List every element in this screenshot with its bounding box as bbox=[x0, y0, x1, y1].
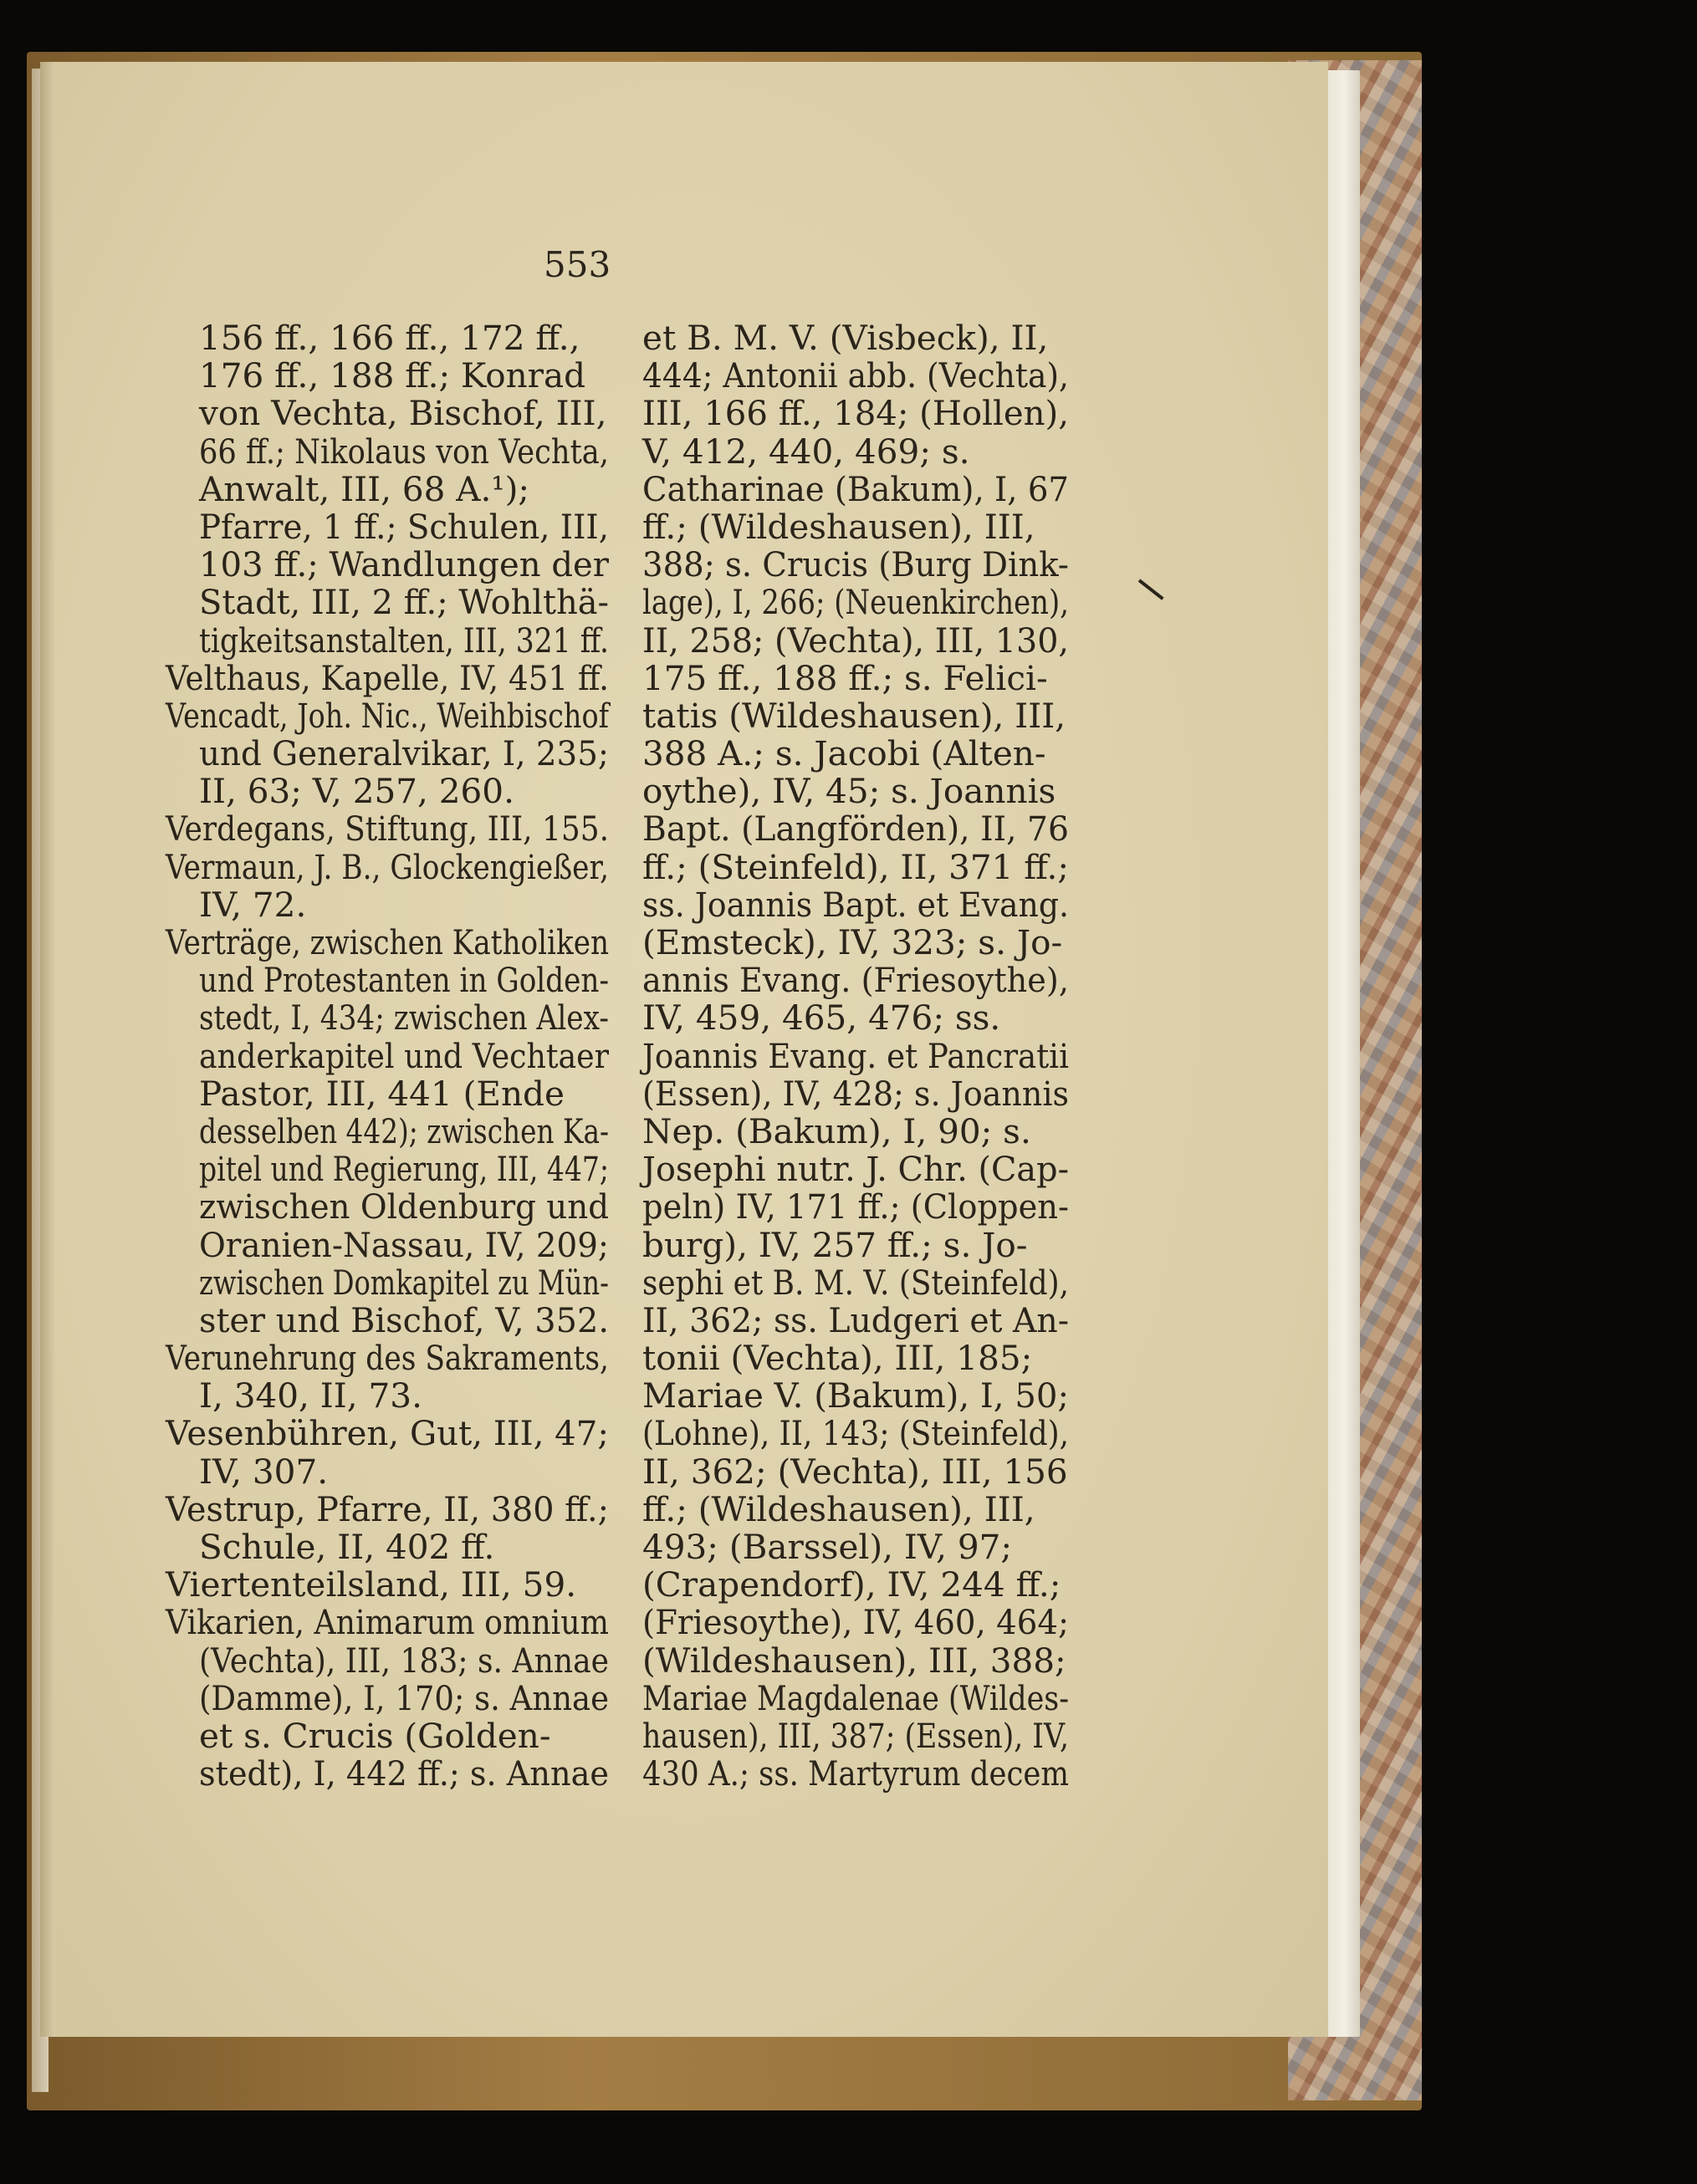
index-line: Pastor, III, 441 (Ende bbox=[199, 1073, 565, 1114]
index-line: von Vechta, Bischof, III, bbox=[199, 393, 607, 434]
index-line: 493; (Barssel), IV, 97; bbox=[642, 1527, 1013, 1567]
index-line: ster und Bischof, V, 352. bbox=[199, 1299, 609, 1340]
page-number: 553 bbox=[544, 244, 611, 285]
index-line: IV, 459, 465, 476; ss. bbox=[642, 998, 1001, 1038]
index-line: stedt, I, 434; zwischen Alex- bbox=[199, 998, 610, 1038]
index-line: Vermaun, J. B., Glockengießer, bbox=[166, 846, 610, 887]
page-gutter bbox=[40, 62, 55, 2037]
index-line: anderkapitel und Vechtaer bbox=[199, 1035, 610, 1076]
index-line: ff.; (Steinfeld), II, 371 ff.; bbox=[642, 846, 1069, 887]
index-line: pitel und Regierung, III, 447; bbox=[199, 1149, 609, 1190]
index-line: Schule, II, 402 ff. bbox=[199, 1527, 495, 1567]
index-line: Vencadt, Joh. Nic., Weihbischof bbox=[166, 695, 609, 736]
index-line: 175 ff., 188 ff.; s. Felici- bbox=[642, 657, 1048, 698]
index-line: (Emsteck), IV, 323; s. Jo- bbox=[642, 922, 1063, 962]
index-line: Viertenteilsland, III, 59. bbox=[166, 1564, 577, 1605]
index-line: Josephi nutr. J. Chr. (Cap- bbox=[642, 1149, 1070, 1190]
index-line: tigkeitsanstalten, III, 321 ff. bbox=[199, 620, 610, 661]
index-line: (Lohne), II, 143; (Steinfeld), bbox=[642, 1413, 1069, 1454]
index-line: hausen), III, 387; (Essen), IV, bbox=[642, 1715, 1069, 1756]
index-line: Vestrup, Pfarre, II, 380 ff.; bbox=[166, 1488, 610, 1529]
index-line: sephi et B. M. V. (Steinfeld), bbox=[642, 1262, 1070, 1303]
index-line: (Vechta), III, 183; s. Annae bbox=[199, 1640, 609, 1681]
index-line: et B. M. V. (Visbeck), II, bbox=[642, 318, 1049, 358]
index-line: ff.; (Wildeshausen), III, bbox=[642, 506, 1035, 547]
index-line: IV, 72. bbox=[199, 884, 307, 925]
index-line: lage), I, 266; (Neuenkirchen), bbox=[642, 582, 1069, 623]
index-line: Pfarre, 1 ff.; Schulen, III, bbox=[199, 506, 610, 547]
index-line: V, 412, 440, 469; s. bbox=[642, 431, 970, 472]
index-line: Joannis Evang. et Pancratii bbox=[642, 1035, 1069, 1076]
index-line: II, 362; ss. Ludgeri et An- bbox=[642, 1299, 1069, 1340]
index-line: II, 258; (Vechta), III, 130, bbox=[642, 620, 1070, 661]
index-line: (Crapendorf), IV, 244 ff.; bbox=[642, 1564, 1061, 1605]
index-line: burg), IV, 257 ff.; s. Jo- bbox=[642, 1224, 1028, 1265]
index-line: Catharinae (Bakum), I, 67 bbox=[642, 468, 1070, 509]
index-line: (Essen), IV, 428; s. Joannis bbox=[642, 1073, 1069, 1114]
index-line: und Generalvikar, I, 235; bbox=[199, 733, 609, 774]
index-line: Vikarien, Animarum omnium bbox=[166, 1602, 609, 1643]
index-line: und Protestanten in Golden- bbox=[199, 960, 610, 1001]
index-line: Vesenbühren, Gut, III, 47; bbox=[166, 1413, 609, 1454]
index-line: III, 166 ff., 184; (Hollen), bbox=[642, 393, 1069, 434]
index-line: Mariae V. (Bakum), I, 50; bbox=[642, 1375, 1069, 1416]
index-line: Nep. (Bakum), I, 90; s. bbox=[642, 1110, 1031, 1151]
index-line: II, 362; (Vechta), III, 156 bbox=[642, 1451, 1068, 1492]
index-line: desselben 442); zwischen Ka- bbox=[199, 1110, 610, 1151]
index-line: Stadt, III, 2 ff.; Wohlthä- bbox=[199, 582, 610, 623]
index-line: Verunehrung des Sakraments, bbox=[166, 1338, 609, 1379]
index-line: (Wildeshausen), III, 388; bbox=[642, 1640, 1066, 1681]
index-line: Velthaus, Kapelle, IV, 451 ff. bbox=[166, 657, 610, 698]
index-line: annis Evang. (Friesoythe), bbox=[642, 960, 1069, 1001]
index-line: ss. Joannis Bapt. et Evang. bbox=[642, 884, 1069, 925]
index-line: 176 ff., 188 ff.; Konrad bbox=[199, 355, 586, 396]
index-column-left bbox=[166, 319, 609, 1793]
index-line: 388; s. Crucis (Burg Dink- bbox=[642, 544, 1069, 585]
index-line: tonii (Vechta), III, 185; bbox=[642, 1338, 1033, 1379]
index-line: et s. Crucis (Golden- bbox=[199, 1715, 551, 1756]
index-line: stedt), I, 442 ff.; s. Annae bbox=[199, 1753, 609, 1794]
index-line: Verdegans, Stiftung, III, 155. bbox=[166, 809, 609, 850]
index-line: Mariae Magdalenae (Wildes- bbox=[642, 1677, 1070, 1718]
index-line: Anwalt, III, 68 A.¹); bbox=[199, 468, 530, 509]
index-line: 444; Antonii abb. (Vechta), bbox=[642, 355, 1070, 396]
index-line: oythe), IV, 45; s. Joannis bbox=[642, 771, 1056, 812]
index-line: IV, 307. bbox=[199, 1451, 329, 1492]
index-line: (Damme), I, 170; s. Annae bbox=[199, 1677, 609, 1718]
index-column-right bbox=[642, 319, 1069, 1793]
index-line: 388 A.; s. Jacobi (Alten- bbox=[642, 733, 1046, 774]
index-line: I, 340, II, 73. bbox=[199, 1375, 422, 1416]
index-line: Verträge, zwischen Katholiken bbox=[166, 922, 609, 962]
index-line: zwischen Domkapitel zu Mün- bbox=[199, 1262, 609, 1303]
index-line: tatis (Wildeshausen), III, bbox=[642, 695, 1066, 736]
index-line: (Friesoythe), IV, 460, 464; bbox=[642, 1602, 1069, 1643]
index-line: Oranien-Nassau, IV, 209; bbox=[199, 1224, 610, 1265]
index-line: 103 ff.; Wandlungen der bbox=[199, 544, 609, 585]
index-line: 430 A.; ss. Martyrum decem bbox=[642, 1753, 1070, 1794]
index-line: Bapt. (Langförden), II, 76 bbox=[642, 809, 1069, 850]
index-line: 66 ff.; Nikolaus von Vechta, bbox=[199, 431, 609, 472]
index-line: ff.; (Wildeshausen), III, bbox=[642, 1488, 1035, 1529]
index-line: zwischen Oldenburg und bbox=[199, 1186, 610, 1227]
index-line: 156 ff., 166 ff., 172 ff., bbox=[199, 318, 580, 358]
index-line: peln) IV, 171 ff.; (Cloppen- bbox=[642, 1186, 1069, 1227]
index-line: II, 63; V, 257, 260. bbox=[199, 771, 514, 812]
